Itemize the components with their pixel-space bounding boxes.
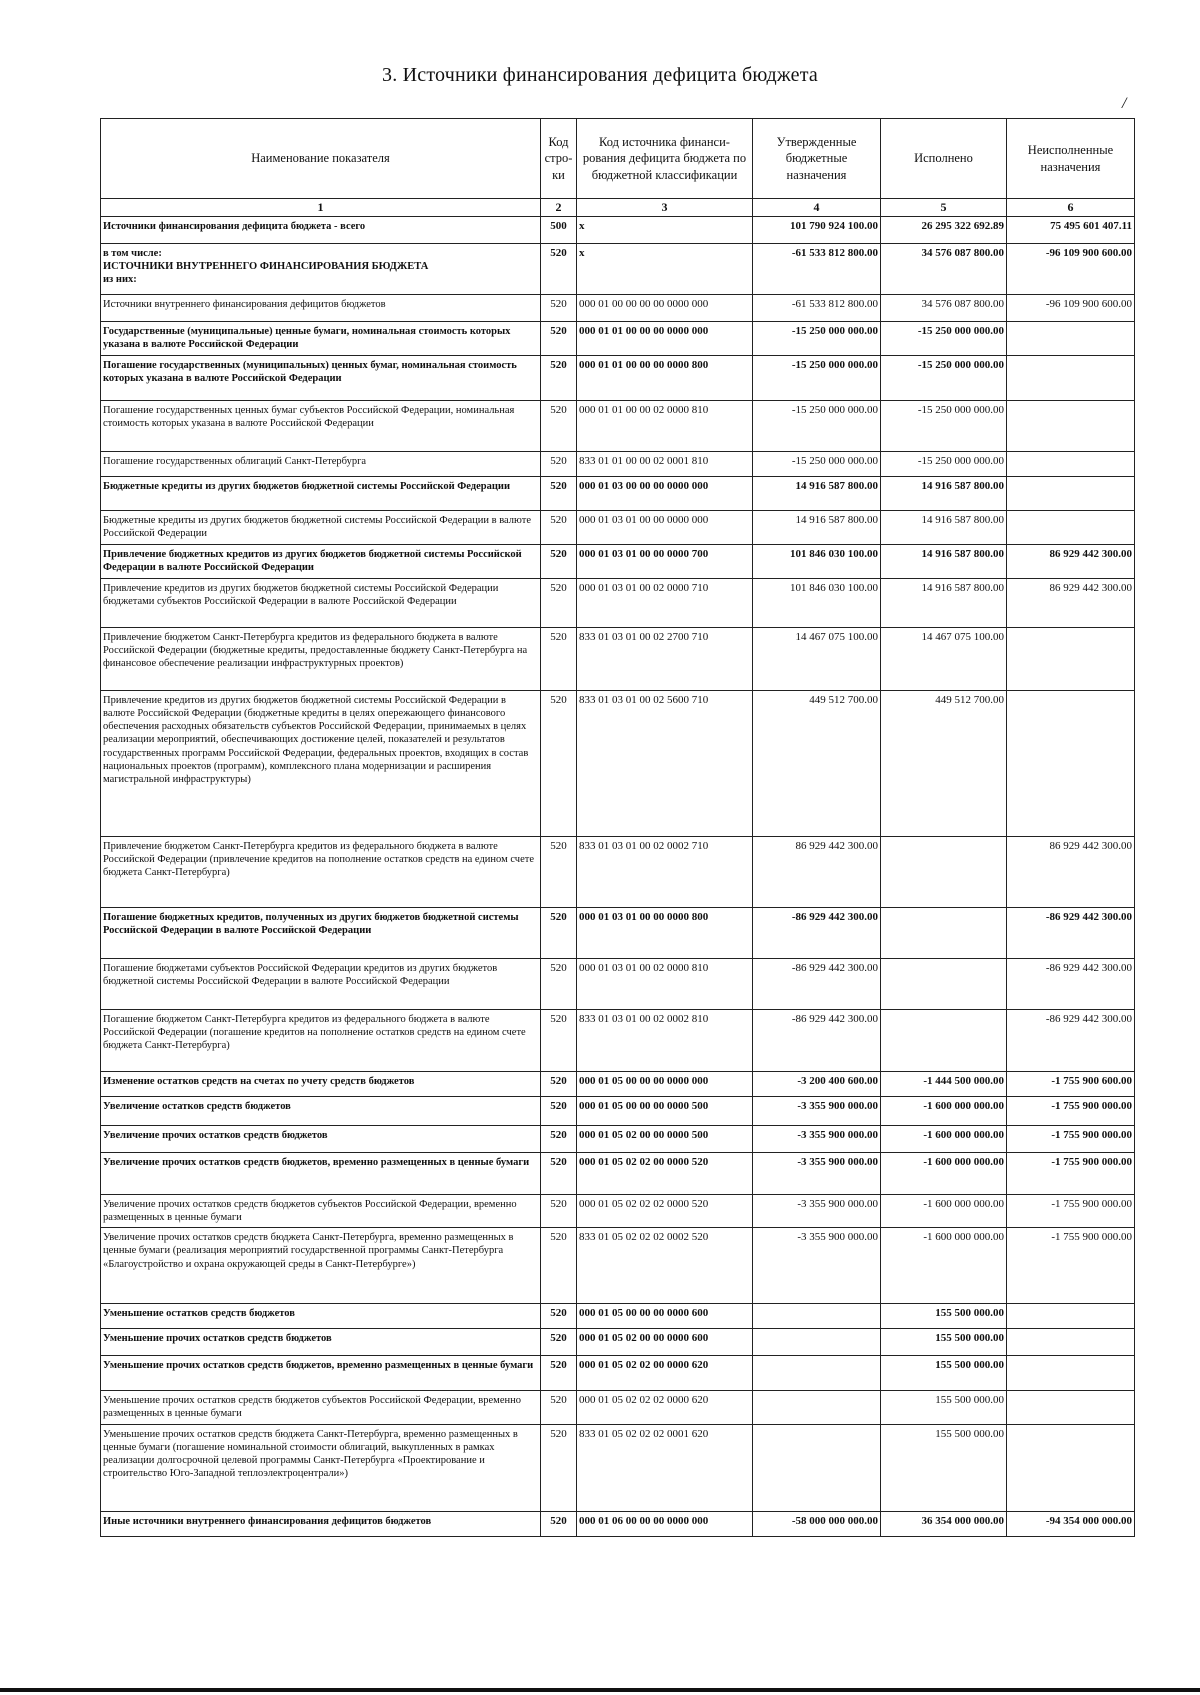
table-row xyxy=(101,1391,1135,1424)
table-row xyxy=(101,1153,1135,1195)
row-unexecuted: -86 929 442 300.00 xyxy=(1007,908,1135,959)
row-name: Уменьшение остатков средств бюджетов xyxy=(101,1304,541,1329)
row-executed: -15 250 000 000.00 xyxy=(881,322,1007,356)
row-source-code: 000 01 05 00 00 00 0000 600 xyxy=(577,1304,753,1329)
table-row xyxy=(101,322,1135,356)
row-source-code: 000 01 03 01 00 00 0000 700 xyxy=(577,545,753,579)
row-approved: -15 250 000 000.00 xyxy=(753,322,881,356)
row-source-code: 833 01 05 02 02 02 0001 620 xyxy=(577,1424,753,1511)
header-row xyxy=(101,119,1135,199)
row-executed: -15 250 000 000.00 xyxy=(881,356,1007,401)
row-name: Увеличение прочих остатков средств бюджета Санкт-Петербурга, временно размещенных в ценные бумаги (реализация мероприятий государственной программы Санкт-Петербурга «Благоустройство и охрана окружающей среды в Санкт-Петербурге») xyxy=(101,1228,541,1304)
row-name: Погашение бюджетом Санкт-Петербурга кредитов из федерального бюджета в валюте Российской Федерации (погашение кредитов на пополнение остатков средств на едином счете бюджета Санкт-Петербурга) xyxy=(101,1010,541,1072)
row-source-code: 000 01 06 00 00 00 0000 000 xyxy=(577,1511,753,1536)
row-name: Уменьшение прочих остатков средств бюджетов xyxy=(101,1329,541,1356)
row-name: Уменьшение прочих остатков средств бюджета Санкт-Петербурга, временно размещенных в ценные бумаги (погашение номинальной стоимости облигаций, выкупленных в рамках реализации долгосрочной целевой программы Санкт-Петербурга «Проектирование и строительство Юго-Западной теплоэлектроцентрали») xyxy=(101,1424,541,1511)
row-executed: 14 916 587 800.00 xyxy=(881,477,1007,511)
header-source-code: Код источника финанси-рования дефицита бюджета по бюджетной классификации xyxy=(577,119,753,199)
row-executed: 36 354 000 000.00 xyxy=(881,1511,1007,1536)
row-line-code: 520 xyxy=(541,322,577,356)
bottom-scan-edge xyxy=(0,1688,1200,1692)
row-line-code: 520 xyxy=(541,1126,577,1153)
financing-sources-table xyxy=(100,118,1135,1537)
table-row xyxy=(101,1010,1135,1072)
row-name: Привлечение бюджетом Санкт-Петербурга кредитов из федерального бюджета в валюте Российской Федерации (бюджетные кредиты, предоставленные бюджету Санкт-Петербурга на финансовое обеспечение реализации инфраструктурных проектов) xyxy=(101,628,541,691)
row-executed: -1 600 000 000.00 xyxy=(881,1195,1007,1228)
row-unexecuted xyxy=(1007,691,1135,837)
row-name: Погашение бюджетных кредитов, полученных из других бюджетов бюджетной системы Российской Федерации в валюте Российской Федерации xyxy=(101,908,541,959)
table-row xyxy=(101,545,1135,579)
row-source-code: 000 01 05 00 00 00 0000 000 xyxy=(577,1072,753,1097)
row-line-code: 520 xyxy=(541,1424,577,1511)
row-executed: 155 500 000.00 xyxy=(881,1304,1007,1329)
table-row xyxy=(101,401,1135,452)
row-name: Государственные (муниципальные) ценные бумаги, номинальная стоимость которых указана в валюте Российской Федерации xyxy=(101,322,541,356)
row-name: Уменьшение прочих остатков средств бюджетов субъектов Российской Федерации, временно размещенных в ценные бумаги xyxy=(101,1391,541,1424)
header-approved: Утвержденные бюджетные назначения xyxy=(753,119,881,199)
row-unexecuted xyxy=(1007,452,1135,477)
header-executed: Исполнено xyxy=(881,119,1007,199)
row-approved: -86 929 442 300.00 xyxy=(753,959,881,1010)
row-source-code: x xyxy=(577,217,753,244)
row-approved: -15 250 000 000.00 xyxy=(753,356,881,401)
row-name: Погашение государственных ценных бумаг субъектов Российской Федерации, номинальная стоимость которых указана в валюте Российской Федерации xyxy=(101,401,541,452)
table-row xyxy=(101,477,1135,511)
row-name: Увеличение прочих остатков средств бюджетов, временно размещенных в ценные бумаги xyxy=(101,1153,541,1195)
row-unexecuted: 86 929 442 300.00 xyxy=(1007,579,1135,628)
row-approved: -86 929 442 300.00 xyxy=(753,1010,881,1072)
row-executed: 14 916 587 800.00 xyxy=(881,511,1007,545)
row-unexecuted: 75 495 601 407.11 xyxy=(1007,217,1135,244)
row-unexecuted: -1 755 900 600.00 xyxy=(1007,1072,1135,1097)
column-number: 3 xyxy=(577,199,753,217)
row-line-code: 520 xyxy=(541,1329,577,1356)
table-row xyxy=(101,1329,1135,1356)
row-approved: 86 929 442 300.00 xyxy=(753,837,881,908)
row-unexecuted: -86 929 442 300.00 xyxy=(1007,1010,1135,1072)
row-source-code: 000 01 03 01 00 02 0000 810 xyxy=(577,959,753,1010)
row-line-code: 520 xyxy=(541,1010,577,1072)
row-source-code: 000 01 05 02 00 00 0000 500 xyxy=(577,1126,753,1153)
row-source-code: 833 01 01 00 00 02 0001 810 xyxy=(577,452,753,477)
row-executed: 26 295 322 692.89 xyxy=(881,217,1007,244)
row-unexecuted xyxy=(1007,401,1135,452)
row-approved: -3 355 900 000.00 xyxy=(753,1097,881,1126)
row-name: Уменьшение прочих остатков средств бюджетов, временно размещенных в ценные бумаги xyxy=(101,1356,541,1391)
row-source-code: 000 01 00 00 00 00 0000 000 xyxy=(577,295,753,322)
row-unexecuted: -1 755 900 000.00 xyxy=(1007,1195,1135,1228)
column-number: 5 xyxy=(881,199,1007,217)
row-executed: 14 467 075 100.00 xyxy=(881,628,1007,691)
table-row xyxy=(101,1195,1135,1228)
page-mark: / xyxy=(1122,95,1127,112)
row-approved: -58 000 000 000.00 xyxy=(753,1511,881,1536)
row-source-code: 000 01 05 02 00 00 0000 600 xyxy=(577,1329,753,1356)
row-line-code: 520 xyxy=(541,1097,577,1126)
table-row xyxy=(101,1072,1135,1097)
row-line-code: 520 xyxy=(541,1356,577,1391)
row-unexecuted xyxy=(1007,511,1135,545)
row-source-code: 833 01 05 02 02 02 0002 520 xyxy=(577,1228,753,1304)
row-line-code: 520 xyxy=(541,1195,577,1228)
row-executed: -1 600 000 000.00 xyxy=(881,1126,1007,1153)
table-row xyxy=(101,1424,1135,1511)
row-source-code: 000 01 05 02 02 02 0000 520 xyxy=(577,1195,753,1228)
row-line-code: 520 xyxy=(541,1153,577,1195)
row-unexecuted: -1 755 900 000.00 xyxy=(1007,1126,1135,1153)
row-line-code: 520 xyxy=(541,1511,577,1536)
table-row xyxy=(101,837,1135,908)
row-line-code: 520 xyxy=(541,401,577,452)
row-source-code: 000 01 05 02 02 00 0000 520 xyxy=(577,1153,753,1195)
row-name: Бюджетные кредиты из других бюджетов бюджетной системы Российской Федерации в валюте Российской Федерации xyxy=(101,511,541,545)
table-row xyxy=(101,1126,1135,1153)
row-executed xyxy=(881,908,1007,959)
row-unexecuted: -94 354 000 000.00 xyxy=(1007,1511,1135,1536)
table-row xyxy=(101,452,1135,477)
table-row xyxy=(101,356,1135,401)
row-unexecuted xyxy=(1007,1329,1135,1356)
table-row xyxy=(101,579,1135,628)
table-body xyxy=(101,217,1135,1537)
row-name: Увеличение остатков средств бюджетов xyxy=(101,1097,541,1126)
row-name: Привлечение кредитов из других бюджетов бюджетной системы Российской Федерации в валюте Российской Федерации (бюджетные кредиты в целях опережающего финансового обеспечения расходных обязательств субъектов Российской Федерации, принимаемых в целях реализации мероприятий, обеспечивающих достижение целей, показателей и результатов государственных программ Российской Федерации, федеральных проектов, входящих в состав национальных проектов (программ), комплексного плана модернизации и расширения магистральной инфраструктуры) xyxy=(101,691,541,837)
page-title: 3. Источники финансирования дефицита бюджета xyxy=(382,64,818,86)
row-approved: 101 846 030 100.00 xyxy=(753,545,881,579)
column-number: 4 xyxy=(753,199,881,217)
row-approved: 449 512 700.00 xyxy=(753,691,881,837)
row-executed: -15 250 000 000.00 xyxy=(881,452,1007,477)
row-unexecuted: 86 929 442 300.00 xyxy=(1007,545,1135,579)
row-name: Погашение бюджетами субъектов Российской Федерации кредитов из других бюджетов бюджетной системы Российской Федерации в валюте Российской Федерации xyxy=(101,959,541,1010)
table-row xyxy=(101,691,1135,837)
row-approved: 101 846 030 100.00 xyxy=(753,579,881,628)
column-number: 6 xyxy=(1007,199,1135,217)
row-line-code: 520 xyxy=(541,244,577,295)
row-source-code: 833 01 03 01 00 02 5600 710 xyxy=(577,691,753,837)
row-approved: 14 467 075 100.00 xyxy=(753,628,881,691)
row-approved: -3 355 900 000.00 xyxy=(753,1195,881,1228)
column-number: 1 xyxy=(101,199,541,217)
row-source-code: 000 01 03 01 00 02 0000 710 xyxy=(577,579,753,628)
row-source-code: 000 01 03 01 00 00 0000 000 xyxy=(577,511,753,545)
row-executed: 14 916 587 800.00 xyxy=(881,579,1007,628)
row-name: Увеличение прочих остатков средств бюджетов субъектов Российской Федерации, временно размещенных в ценные бумаги xyxy=(101,1195,541,1228)
row-approved: -86 929 442 300.00 xyxy=(753,908,881,959)
row-approved: -61 533 812 800.00 xyxy=(753,244,881,295)
row-line-code: 520 xyxy=(541,1228,577,1304)
header-unexecuted: Неисполненные назначения xyxy=(1007,119,1135,199)
row-executed: 34 576 087 800.00 xyxy=(881,244,1007,295)
row-name: Бюджетные кредиты из других бюджетов бюджетной системы Российской Федерации xyxy=(101,477,541,511)
table-row xyxy=(101,244,1135,295)
row-line-code: 520 xyxy=(541,356,577,401)
row-unexecuted xyxy=(1007,1304,1135,1329)
row-line-code: 520 xyxy=(541,837,577,908)
row-source-code: 000 01 01 00 00 00 0000 000 xyxy=(577,322,753,356)
row-approved: -3 200 400 600.00 xyxy=(753,1072,881,1097)
row-executed: -1 600 000 000.00 xyxy=(881,1153,1007,1195)
row-unexecuted: 86 929 442 300.00 xyxy=(1007,837,1135,908)
row-line-code: 520 xyxy=(541,691,577,837)
row-source-code: 000 01 01 00 00 02 0000 810 xyxy=(577,401,753,452)
row-approved: -15 250 000 000.00 xyxy=(753,401,881,452)
row-source-code: 833 01 03 01 00 02 0002 810 xyxy=(577,1010,753,1072)
row-unexecuted: -96 109 900 600.00 xyxy=(1007,244,1135,295)
table-row xyxy=(101,1097,1135,1126)
row-executed: 14 916 587 800.00 xyxy=(881,545,1007,579)
row-name: Привлечение кредитов из других бюджетов бюджетной системы Российской Федерации бюджетами субъектов Российской Федерации в валюте Российской Федерации xyxy=(101,579,541,628)
row-unexecuted xyxy=(1007,1391,1135,1424)
row-line-code: 520 xyxy=(541,579,577,628)
row-name: в том числе: ИСТОЧНИКИ ВНУТРЕННЕГО ФИНАНСИРОВАНИЯ БЮДЖЕТА из них: xyxy=(101,244,541,295)
table-row xyxy=(101,511,1135,545)
table-row xyxy=(101,959,1135,1010)
row-unexecuted: -96 109 900 600.00 xyxy=(1007,295,1135,322)
row-unexecuted xyxy=(1007,356,1135,401)
table-row xyxy=(101,1356,1135,1391)
row-source-code: 000 01 03 01 00 00 0000 800 xyxy=(577,908,753,959)
row-executed xyxy=(881,837,1007,908)
row-line-code: 520 xyxy=(541,1072,577,1097)
column-number: 2 xyxy=(541,199,577,217)
row-executed: 155 500 000.00 xyxy=(881,1424,1007,1511)
row-line-code: 520 xyxy=(541,477,577,511)
row-line-code: 500 xyxy=(541,217,577,244)
table-row xyxy=(101,1228,1135,1304)
row-name: Изменение остатков средств на счетах по учету средств бюджетов xyxy=(101,1072,541,1097)
row-approved xyxy=(753,1304,881,1329)
row-source-code: 833 01 03 01 00 02 0002 710 xyxy=(577,837,753,908)
row-executed: 155 500 000.00 xyxy=(881,1391,1007,1424)
row-line-code: 520 xyxy=(541,545,577,579)
row-approved: -3 355 900 000.00 xyxy=(753,1126,881,1153)
row-executed: 449 512 700.00 xyxy=(881,691,1007,837)
row-approved: 14 916 587 800.00 xyxy=(753,511,881,545)
row-line-code: 520 xyxy=(541,1304,577,1329)
row-line-code: 520 xyxy=(541,1391,577,1424)
row-unexecuted xyxy=(1007,628,1135,691)
row-line-code: 520 xyxy=(541,959,577,1010)
row-source-code: 000 01 03 00 00 00 0000 000 xyxy=(577,477,753,511)
table-row xyxy=(101,628,1135,691)
row-unexecuted xyxy=(1007,1424,1135,1511)
row-name: Иные источники внутреннего финансирования дефицитов бюджетов xyxy=(101,1511,541,1536)
row-unexecuted: -1 755 900 000.00 xyxy=(1007,1153,1135,1195)
row-source-code: 000 01 05 00 00 00 0000 500 xyxy=(577,1097,753,1126)
row-name: Источники внутреннего финансирования дефицитов бюджетов xyxy=(101,295,541,322)
row-source-code: 000 01 05 02 02 00 0000 620 xyxy=(577,1356,753,1391)
row-executed xyxy=(881,1010,1007,1072)
row-approved xyxy=(753,1356,881,1391)
row-unexecuted: -1 755 900 000.00 xyxy=(1007,1097,1135,1126)
row-executed: 34 576 087 800.00 xyxy=(881,295,1007,322)
row-name: Привлечение бюджетных кредитов из других бюджетов бюджетной системы Российской Федерации в валюте Российской Федерации xyxy=(101,545,541,579)
row-source-code: x xyxy=(577,244,753,295)
table-row xyxy=(101,1511,1135,1536)
row-executed: -15 250 000 000.00 xyxy=(881,401,1007,452)
header-name: Наименование показателя xyxy=(101,119,541,199)
row-line-code: 520 xyxy=(541,908,577,959)
row-line-code: 520 xyxy=(541,452,577,477)
row-unexecuted xyxy=(1007,1356,1135,1391)
row-approved: -3 355 900 000.00 xyxy=(753,1153,881,1195)
row-name: Источники финансирования дефицита бюджета - всего xyxy=(101,217,541,244)
row-line-code: 520 xyxy=(541,511,577,545)
row-executed: 155 500 000.00 xyxy=(881,1356,1007,1391)
row-executed: 155 500 000.00 xyxy=(881,1329,1007,1356)
row-unexecuted xyxy=(1007,322,1135,356)
row-source-code: 000 01 01 00 00 00 0000 800 xyxy=(577,356,753,401)
table-row xyxy=(101,1304,1135,1329)
table-row xyxy=(101,217,1135,244)
row-executed: -1 600 000 000.00 xyxy=(881,1097,1007,1126)
row-name: Погашение государственных облигаций Санкт-Петербурга xyxy=(101,452,541,477)
table-row xyxy=(101,295,1135,322)
row-unexecuted xyxy=(1007,477,1135,511)
row-line-code: 520 xyxy=(541,295,577,322)
table-row xyxy=(101,908,1135,959)
header-line-code: Код стро-ки xyxy=(541,119,577,199)
row-executed: -1 444 500 000.00 xyxy=(881,1072,1007,1097)
row-name: Увеличение прочих остатков средств бюджетов xyxy=(101,1126,541,1153)
row-executed xyxy=(881,959,1007,1010)
row-approved: -61 533 812 800.00 xyxy=(753,295,881,322)
row-name: Погашение государственных (муниципальных) ценных бумаг, номинальная стоимость которых указана в валюте Российской Федерации xyxy=(101,356,541,401)
row-approved: -15 250 000 000.00 xyxy=(753,452,881,477)
row-approved: 14 916 587 800.00 xyxy=(753,477,881,511)
row-source-code: 000 01 05 02 02 02 0000 620 xyxy=(577,1391,753,1424)
row-approved xyxy=(753,1391,881,1424)
row-approved xyxy=(753,1329,881,1356)
row-unexecuted: -1 755 900 000.00 xyxy=(1007,1228,1135,1304)
row-name: Привлечение бюджетом Санкт-Петербурга кредитов из федерального бюджета в валюте Российской Федерации (привлечение кредитов на пополнение остатков средств на едином счете бюджета Санкт-Петербурга) xyxy=(101,837,541,908)
row-source-code: 833 01 03 01 00 02 2700 710 xyxy=(577,628,753,691)
row-approved: 101 790 924 100.00 xyxy=(753,217,881,244)
row-approved xyxy=(753,1424,881,1511)
row-approved: -3 355 900 000.00 xyxy=(753,1228,881,1304)
row-unexecuted: -86 929 442 300.00 xyxy=(1007,959,1135,1010)
row-line-code: 520 xyxy=(541,628,577,691)
column-numbers-row xyxy=(101,199,1135,217)
row-executed: -1 600 000 000.00 xyxy=(881,1228,1007,1304)
